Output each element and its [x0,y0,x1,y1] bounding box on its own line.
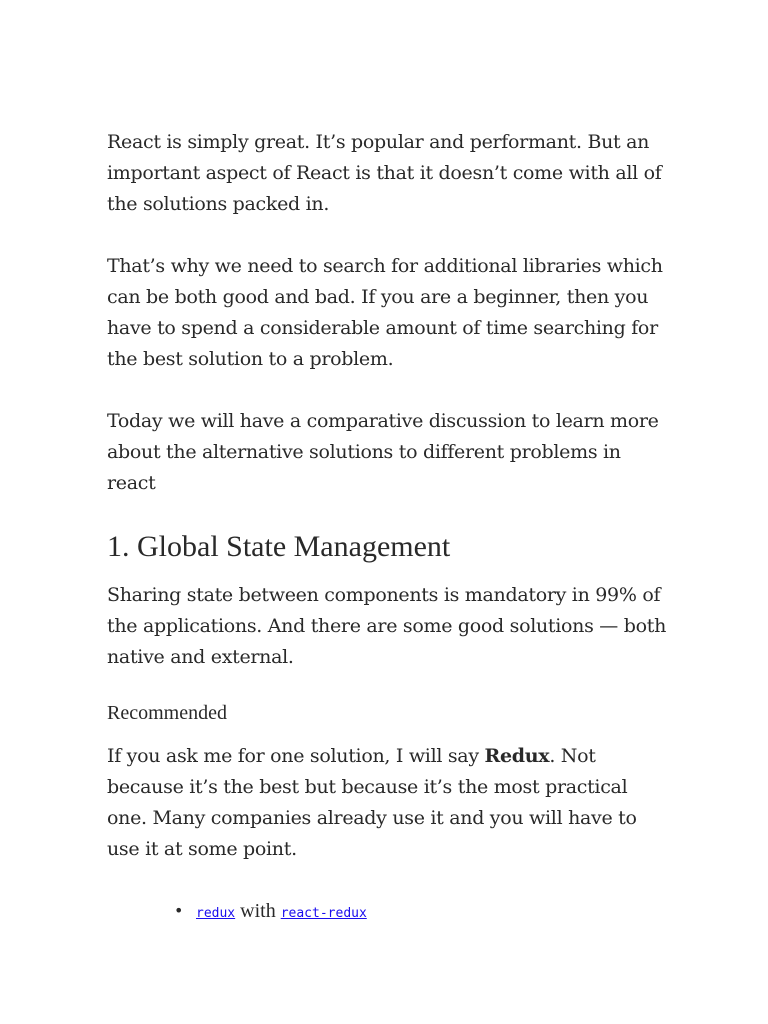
recommended-subheading: Recommended [107,702,227,724]
intro-paragraph: React is simply great. It’s popular and performant. But an important aspect of React is that it doesn’t come with all of the solutions packed in. [107,131,662,215]
redux-paragraph-end: . Not because it’s the best but because it’s the most practical one. Many companies already use it and you will have to use it at some point. [107,745,637,860]
section-heading: 1. Global State Management [107,530,451,563]
list-connector-text: with [235,900,281,922]
bullet-icon: • [174,901,184,920]
redux-paragraph [107,741,667,865]
library-list [107,897,667,928]
redux-bold-text: Redux [484,745,550,767]
react-redux-link[interactable]: react-redux [280,906,367,921]
list-item [174,897,667,928]
redux-paragraph-start: If you ask me for one solution, I will say [107,745,485,767]
state-sharing-paragraph: Sharing state between components is mandatory in 99% of the applications. And there are some good solutions — both native and external. [107,584,667,668]
article-body [107,127,667,928]
discussion-paragraph: Today we will have a comparative discussion to learn more about the alternative solutions to different problems in react [107,410,659,494]
redux-link[interactable]: redux [196,906,236,921]
libraries-paragraph: That’s why we need to search for additional libraries which can be both good and bad. If you are a beginner, then you have to spend a considerable amount of time searching for the best solution to a problem. [107,255,663,370]
